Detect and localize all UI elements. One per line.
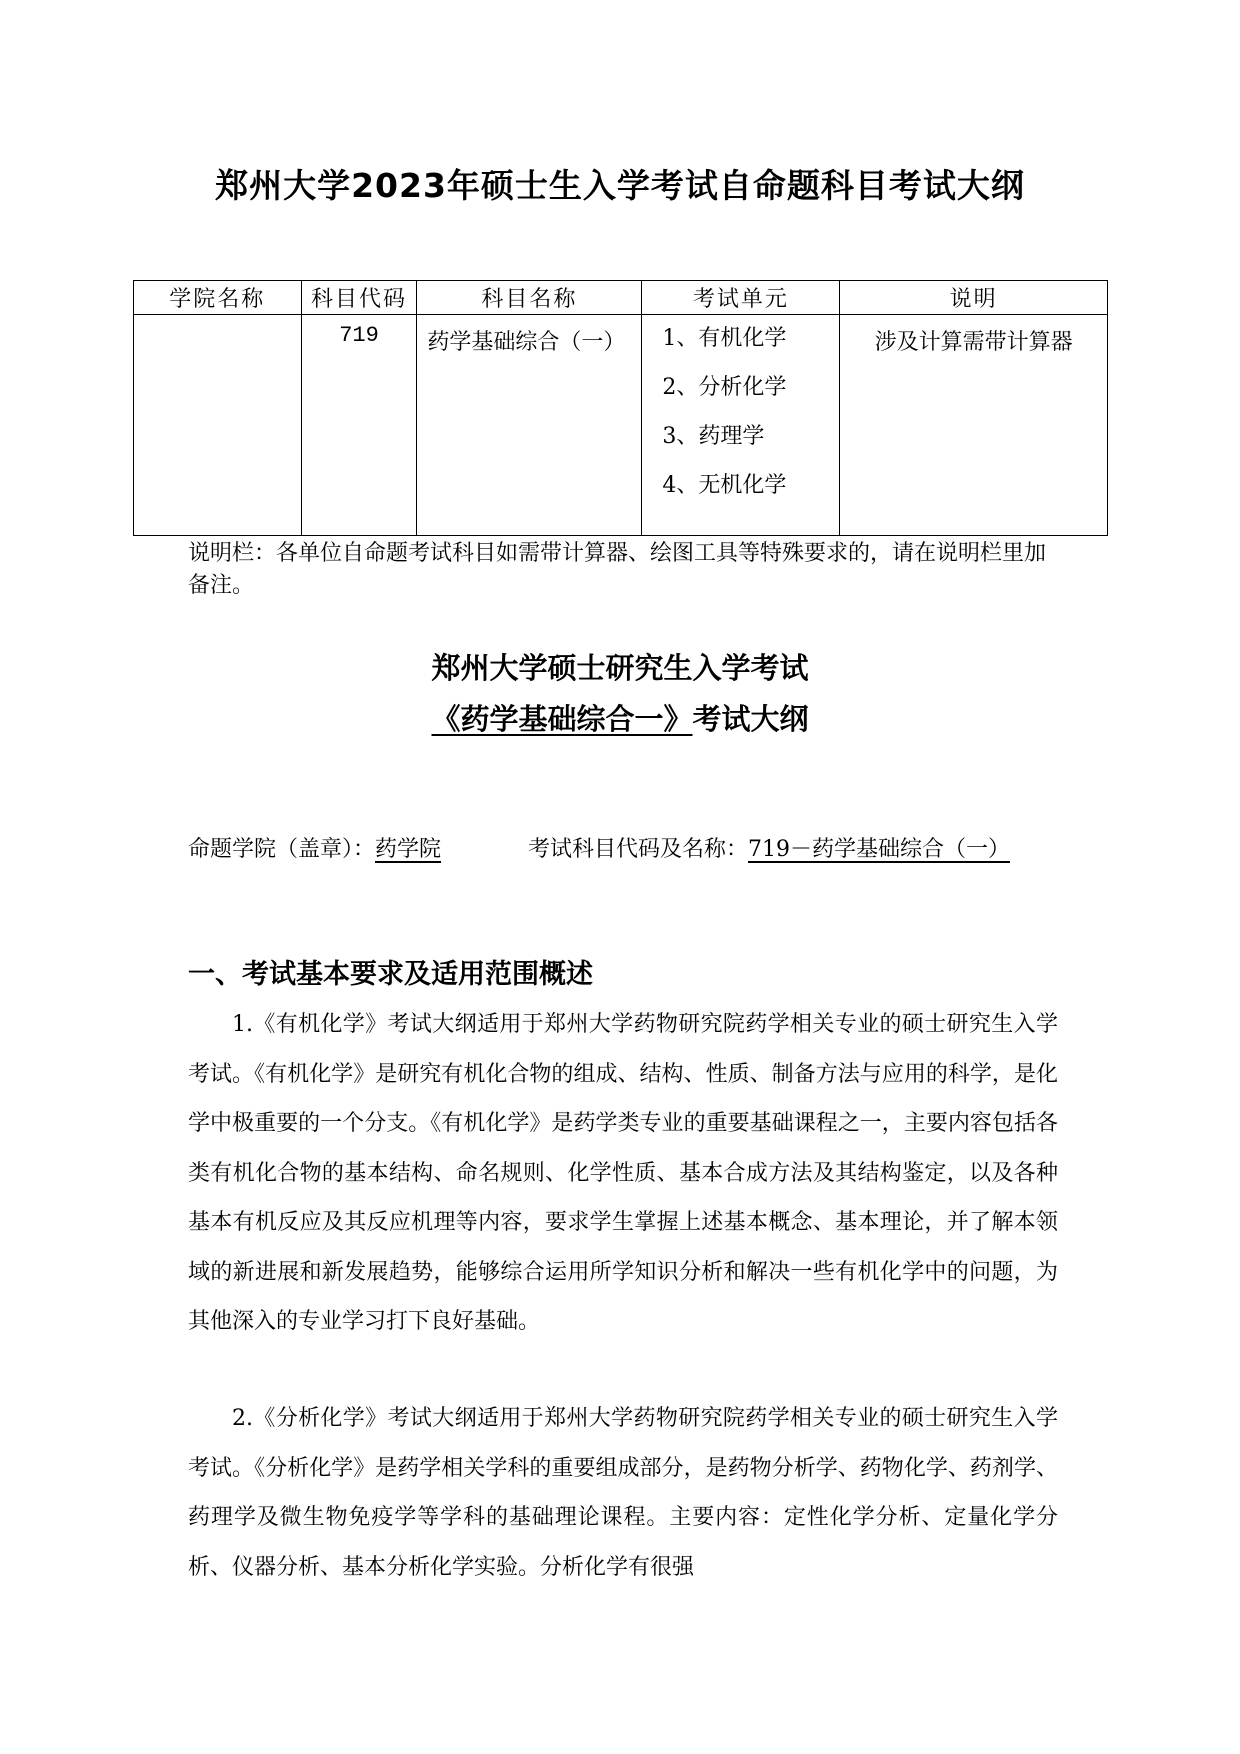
section-heading: 一、考试基本要求及适用范围概述	[188, 959, 593, 990]
syllabus-title-suffix: 考试大纲	[692, 702, 809, 736]
header-note: 说明	[840, 281, 1108, 315]
cell-note: 涉及计算需带计算器	[840, 315, 1108, 536]
paragraph-organic-chemistry: 1.《有机化学》考试大纲适用于郑州大学药物研究院药学相关专业的硕士研究生入学考试。《有机化学》是研究有机化合物的组成、结构、性质、制备方法与应用的科学，是化学中极重要的一个分支。《有机化学》是药学类专业的重要基础课程之一，主要内容包括各类有机化合物的基本结构、命名规则、化学性质、基本合成方法及其结构鉴定，以及各种基本有机反应及其反应机理等内容，要求学生掌握上述基本概念、基本理论，并了解本领域的新进展和新发展趋势，能够综合运用所学知识分析和解决一些有机化学中的问题，为其他深入的专业学习打下良好基础。	[188, 1012, 1058, 1334]
table-header-row	[134, 281, 1108, 315]
syllabus-title-line1: 郑州大学硕士研究生入学考试	[431, 651, 809, 685]
paragraph-analytical-chemistry: 2.《分析化学》考试大纲适用于郑州大学药物研究院药学相关专业的硕士研究生入学考试。《分析化学》是药学相关学科的重要组成部分，是药物分析学、药物化学、药剂学、药理学及微生物免疫学等学科的基础理论课程。主要内容：定性化学分析、定量化学分析、仪器分析、基本分析化学实验。分析化学有很强	[188, 1406, 1058, 1580]
exam-unit-item: 4、无机化学	[662, 473, 787, 498]
document-title: 郑州大学2023年硕士生入学考试自命题科目考试大纲	[215, 166, 1025, 205]
cell-subject-name: 药学基础综合（一）	[417, 315, 642, 536]
cell-subject-code: 719	[301, 315, 417, 536]
header-code: 科目代码	[301, 281, 417, 315]
header-name: 科目名称	[417, 281, 642, 315]
header-units: 考试单元	[642, 281, 840, 315]
subject-meta	[528, 832, 1010, 863]
exam-unit-item: 1、有机化学	[662, 326, 787, 351]
header-college: 学院名称	[134, 281, 302, 315]
cell-college	[134, 315, 302, 536]
subject-label: 考试科目代码及名称：	[528, 837, 749, 862]
exam-unit-item: 2、分析化学	[662, 375, 787, 400]
college-meta	[188, 832, 441, 863]
table-row	[134, 315, 1108, 536]
syllabus-title-line2	[0, 697, 1240, 738]
subject-info-table	[133, 280, 1108, 536]
exam-unit-item: 3、药理学	[662, 424, 765, 449]
college-value: 药学院	[375, 837, 442, 862]
college-label: 命题学院（盖章）：	[188, 837, 376, 862]
syllabus-subject-name: 《药学基础综合一》	[431, 702, 693, 736]
note-bar: 说明栏：各单位自命题考试科目如需带计算器、绘图工具等特殊要求的，请在说明栏里加备注。	[188, 541, 1047, 598]
subject-value: 719－药学基础综合（一）	[748, 837, 1011, 862]
cell-exam-units	[642, 315, 840, 536]
